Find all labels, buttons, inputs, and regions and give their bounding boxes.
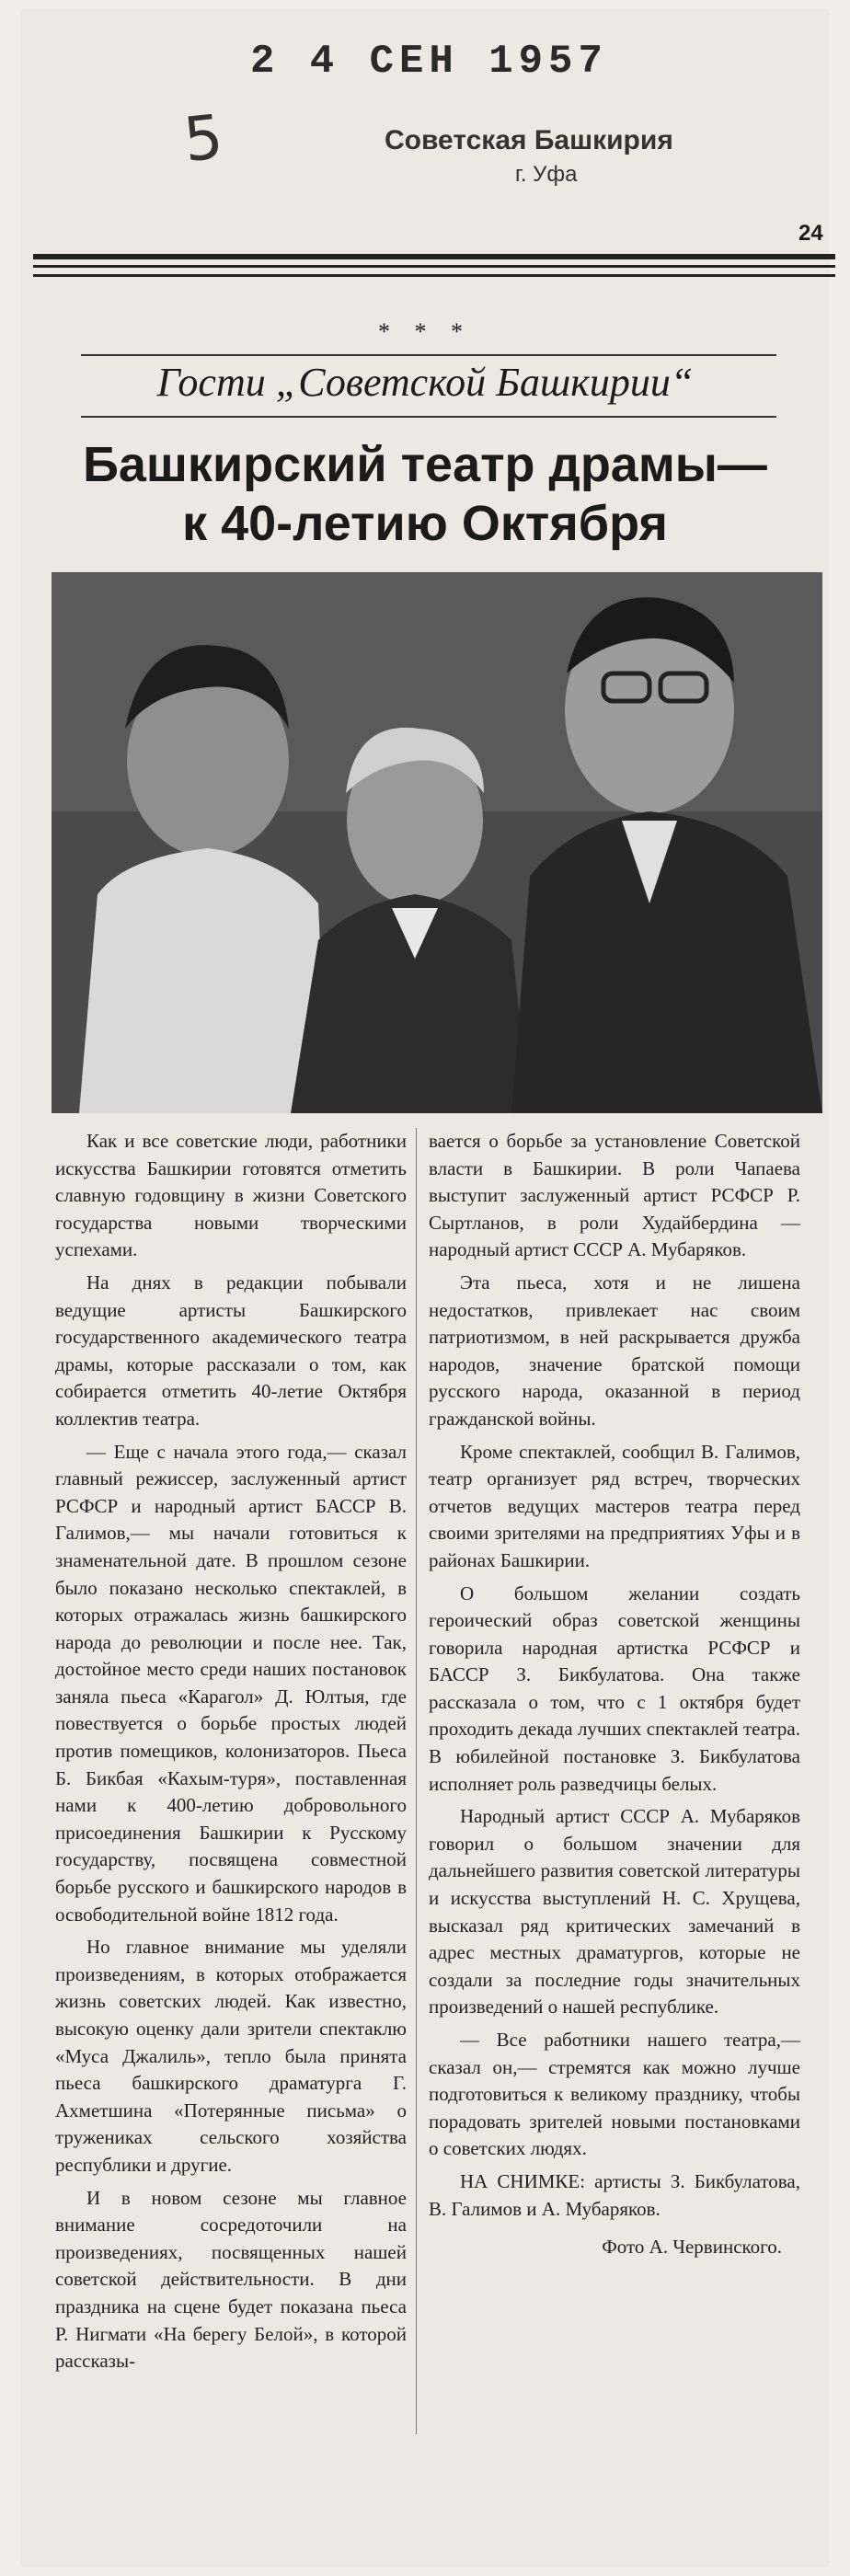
paragraph: вается о борьбе за установление Советской власти в Башкирии. В роли Чапаева выступит заслуженный артист РСФСР Р. Сыртланов, в роли Худайбердина — народный артист СССР А. Мубаряков. — [429, 1130, 800, 1261]
article-column-right — [429, 1128, 800, 2267]
header-rule-thin — [33, 265, 835, 268]
paragraph: На днях в редакции побывали ведущие артисты Башкирского государственного академического театра драмы, которые рассказали о том, как собирается отметить 40-летие Октября коллектив театра. — [55, 1271, 407, 1430]
paragraph: — Все работники нашего театра,— сказал он,— стремятся как можно лучше подготовиться к великому празднику, чтобы порадовать зрителей новыми постановками о советских людях. — [429, 2029, 800, 2160]
date-stamp: 2 4 СЕН 1957 — [250, 39, 608, 85]
photo-illustration — [52, 572, 822, 1113]
rubric-title: Гости „Советской Башкирии“ — [156, 360, 694, 405]
paragraph: Эта пьеса, хотя и не лишена недостатков, привлекает нас своим патриотизмом, в ней раскрывается дружба народов, значение братской помощи русского народа, оказанной в период гражданской войны. — [429, 1271, 800, 1430]
paragraph: Как и все советские люди, работники искусства Башкирии готовятся отметить славную годовщину в жизни Советского государства новыми творческими успехами. — [55, 1130, 407, 1261]
page-number: 24 — [798, 221, 823, 246]
newspaper-name-stamp: Советская Башкирия — [385, 125, 673, 155]
photo-caption: НА СНИМКЕ: артисты З. Бикбулатова, В. Галимов и А. Мубаряков. — [429, 2169, 800, 2220]
photo-credit: Фото А. Червинского. — [602, 2236, 782, 2259]
paragraph: Но главное внимание мы уделяли произведениям, в которых отображается жизнь советских людей. Как известно, высокую оценку дали зрители спектаклю «Муса Джалиль», тепло была принята пьеса башкирского драматурга Г. Ахметшина «Потерянные письма» о тружениках сельского хозяйства республики и другие. — [55, 1936, 407, 2176]
column-divider — [416, 1128, 417, 2434]
city-stamp: г. Уфа — [515, 162, 578, 187]
headline-line-2: к 40-летию Октября — [182, 496, 668, 551]
header-rule-thick — [33, 254, 835, 259]
handwritten-mark: 5 — [180, 101, 226, 176]
rubric-rule-top — [81, 354, 776, 356]
paragraph: Кроме спектаклей, сообщил В. Галимов, театр организует ряд встреч, творческих отчетов ведущих мастеров театра перед своими зрителями на предприятиях Уфы и в районах Башкирии. — [429, 1440, 800, 1571]
article-photo — [52, 572, 822, 1113]
paragraph: О большом желании создать героический образ советской женщины говорила народная артистка РСФСР и БАССР З. Бикбулатова. Она также рассказала о том, что с 1 октября будет проходить декада лучших спектаклей театра. В юбилейной постановке З. Бикбулатова исполняет роль разведчицы белых. — [429, 1581, 800, 1795]
headline-line-1: Башкирский театр драмы— — [83, 437, 767, 492]
paragraph: Народный артист СССР А. Мубаряков говорил о большом значении для дальнейшего развития советской литературы и искусства выступлений Н. С. Хрущева, высказал ряд критических замечаний в адрес местных драматургов, которые не создали за последние годы значительных произведений о нашей республике. — [429, 1805, 800, 2018]
header-rule-thin-2 — [33, 274, 835, 277]
section-stars: * * * — [378, 318, 472, 345]
paragraph: И в новом сезоне мы главное внимание сосредоточили на произведениях, посвященных нашей советской действительности. В дни праздника на сцене будет показана пьеса Р. Нигмати «На берегу Белой», в которой рассказы- — [55, 2186, 407, 2373]
rubric-rule-bottom — [81, 416, 776, 418]
paragraph: — Еще с начала этого года,— сказал главный режиссер, заслуженный артист РСФСР и народный артист БАССР В. Галимов,— мы начали готовиться к знаменательной дате. В прошлом сезоне было показано несколько спектаклей, в которых отражалась жизнь башкирского народа до революции и после нее. Так, достойное место среди наших постановок заняла пьеса «Карагол» Д. Юлтыя, где повествуется о борьбе простых людей против помещиков, колонизаторов. Пьеса Б. Бикбая «Кахым-туря», поставленная нами к 400-летию добровольного присоединения Башкирии к Русскому государству, посвящена совместной борьбе русского и башкирского народов в освободительной войне 1812 года. — [55, 1440, 407, 1926]
article-column-left — [55, 1128, 407, 2381]
